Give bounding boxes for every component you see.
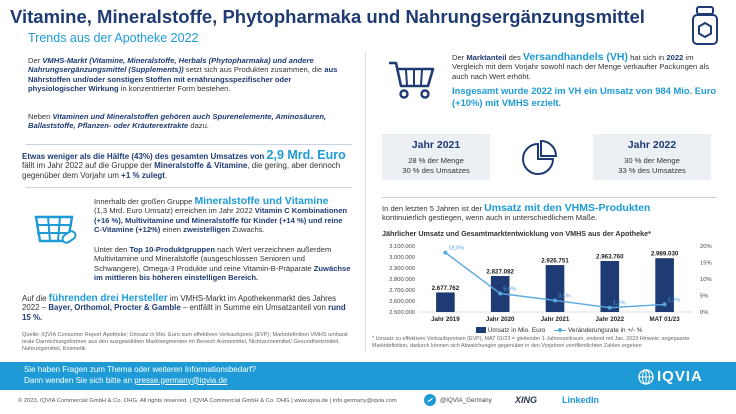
stat-year: Jahr 2022 [627, 139, 677, 151]
y-tick-label-left: 2.500.000 [389, 310, 415, 316]
growth-label: 2,3% [667, 297, 681, 304]
stat-year: Jahr 2021 [411, 139, 461, 151]
xing-link[interactable]: XING [515, 395, 538, 405]
divider [382, 197, 717, 198]
chart-footnote: * Umsatz zu effektiven Verkaufspreisen (EVP), MAT 01/23 = gleitender 1-Jahreszeitraum, endend mit Jan. 2023 Hinweis: angepasste Marktdefinition, dadurch können sich Abweichungen gegenüber in den Vorjahren veröffentlichten Zahlen ergeben [372, 336, 690, 349]
y-tick-label-right: 5% [700, 293, 709, 300]
divider [26, 144, 352, 145]
growth-point [553, 298, 557, 302]
y-tick-label-right: 20% [700, 244, 712, 250]
stat-menge: 28 % der Menge [408, 156, 464, 165]
basket-icon [32, 205, 80, 247]
bar [436, 292, 455, 312]
page-title: Vitamine, Mineralstoffe, Phytopharmaka und Nahrungsergänzungsmittel [10, 6, 645, 27]
growth-point [498, 292, 502, 296]
cart-icon [388, 60, 436, 100]
x-tick-label: Jahr 2020 [485, 316, 515, 323]
y-tick-label-left: 2.700.000 [389, 288, 415, 294]
iqvia-logo: IQVIA [638, 368, 703, 385]
y-tick-label-left: 2.900.000 [389, 266, 415, 272]
versand-highlight: Insgesamt wurde 2022 im VH ein Umsatz von 984 Mio. Euro (+10%) mit VMHS erzielt. [452, 85, 717, 108]
y-tick-label-right: 15% [700, 260, 712, 267]
intro-paragraph-2: Neben Vitaminen und Mineralstoffen gehören auch Spurenelemente, Aminosäuren, Ballaststoffe, Pflanzen- oder Kräuterextrakte dazu. [28, 112, 327, 131]
umsatz-paragraph: Etwas weniger als die Hälfte (43%) des gesamten Umsatzes von 2,9 Mrd. Euro fällt im Jahr 2022 auf die Gruppe der Mineralstoffe & Vitamine, die gering, aber dennoch gegenüber dem Vorjahr um +1 % zulegt. [22, 148, 346, 180]
bottle-icon [690, 6, 720, 46]
contact-text: Sie haben Fragen zum Thema oder weiteren Informationsbedarf? Dann wenden Sie sich bitte an presse.germany@iqvia.de [24, 365, 256, 385]
growth-point [663, 302, 667, 306]
growth-label: 5,6% [503, 286, 516, 293]
y-tick-label-left: 2.600.000 [389, 299, 415, 305]
y-tick-label-right: 10% [700, 277, 712, 283]
y-tick-label-left: 3.000.000 [389, 255, 415, 261]
hersteller-paragraph: Auf die führenden drei Hersteller im VMHS-Markt im Apothekenmarkt des Jahres 2022 – Bayer, Orthomol, Procter & Gamble – entfällt in Summe ein Umsatzanteil von rund 15 %. [22, 293, 346, 322]
intro-paragraph-1: Der VMHS-Markt (Vitamine, Mineralstoffe, Herbals (Phytopharmaka) und andere Nahrungsergänzungsmittel (Supplements)) setzt sich aus Produkten zusammen, die aus Nährstoffen und/oder sonstigen Stoffen mit ernährungsspezifischer oder physiologischer Wirkung in konzentrierter Form bestehen. [28, 56, 338, 94]
x-tick-label: Jahr 2021 [540, 316, 570, 323]
versand-paragraph: Der Marktanteil des Versandhandels (VH) hat sich in 2022 im Vergleich mit dem Vorjahr sowohl nach der Menge verkaufter Packungen als auch nach Wert erhöht. [452, 51, 710, 81]
growth-label: 1,3% [612, 300, 626, 307]
stat-umsatz: 30 % des Umsatzes [402, 166, 470, 175]
bar-value-label: 2.827.082 [486, 268, 514, 276]
growth-label: 3,5% [558, 293, 571, 300]
bar [546, 265, 565, 312]
chart-title: Jährlicher Umsatz und Gesamtmarktentwicklung von VMHS aus der Apotheke* [382, 229, 651, 238]
bar-value-label: 2.989.030 [650, 250, 679, 258]
growth-point [608, 306, 612, 310]
growth-label: 18,0% [448, 245, 465, 252]
x-tick-label: Jahr 2019 [431, 316, 460, 323]
twitter-link[interactable]: @IQVIA_Germany [424, 394, 492, 406]
page-subtitle: Trends aus der Apotheke 2022 [28, 31, 199, 45]
pie-icon [520, 140, 560, 176]
group-paragraph: Innerhalb der großen Gruppe Mineralstoffe und Vitamine (1,3 Mrd. Euro Umsatz) erreichen im Jahr 2022 Vitamin C Kombinationen (+16 %), Multivitamine und Mineralstoffe für Kinder (+14 %) und reine C-Vitamine (+12%) einen zweistelligen Zuwachs. [94, 195, 348, 235]
trend-paragraph: In den letzten 5 Jahren ist der Umsatz mit den VHMS-Produkten kontinuierlich gestiegen, wenn auch in unterschiedlichem Maße. [382, 202, 651, 223]
chart-legend [476, 327, 642, 334]
y-tick-label-right: 0% [700, 310, 709, 316]
top10-paragraph: Unter den Top 10-Produktgruppen nach Wert verzeichnen außerdem Multivitamine und Mineralstoffe (ausgeschlossen Senioren und Schwangere), Omega-3 Produkte und reine Vitamin-B-Präparate Zuwächse im mittleren bis höheren einstelligen Bereich. [94, 245, 351, 283]
y-tick-label-left: 2.800.000 [389, 277, 415, 283]
contact-banner [0, 362, 736, 390]
column-divider [365, 52, 366, 352]
x-tick-label: MAT 01/23 [649, 316, 680, 323]
y-tick-label-left: 3.100.000 [389, 244, 415, 250]
linkedin-link[interactable]: LinkedIn [562, 395, 600, 405]
twitter-icon [424, 394, 436, 406]
bar-value-label: 2.963.760 [596, 253, 624, 261]
stat-umsatz: 33 % des Umsatzes [618, 166, 686, 175]
iqvia-logo-icon [638, 369, 654, 385]
legend-bar-label: Umsatz in Mio. Euro [487, 327, 546, 334]
contact-email-link[interactable]: presse.germany@iqvia.de [134, 375, 228, 385]
bar-value-label: 2.677.762 [431, 284, 460, 292]
legend-bar-swatch [476, 327, 486, 333]
bar-value-label: 2.926.751 [541, 257, 569, 265]
legend-line-label: Veränderungsrate in +/- % [568, 327, 643, 334]
legend-line-swatch [554, 330, 566, 332]
growth-point [443, 251, 447, 255]
revenue-chart [376, 240, 722, 326]
copyright: © 2023, IQVIA Commercial GmbH & Co. OHG. All rights reserved. | IQVIA Commercial GmbH & Co. OHG | www.iqvia.de | info.germany@iqvia.com [18, 398, 397, 404]
divider [26, 187, 352, 188]
source-note: Quelle: IQVIA Consumer Report Apotheke; Umsatz in Mio. Euro zum effektiven Verkaufspreis (EVP); Marktdefinition VMHS umfasst orale Darreichungsformen aus den ausgewählten Marktsegmenten im Bereich Arzneimittel, Nichtarzneimittel/ Gesundheitsmittel, Nahrungsmittel, Kosmetik [22, 332, 348, 352]
stat-menge: 30 % der Menge [624, 156, 680, 165]
x-tick-label: Jahr 2022 [595, 316, 625, 323]
